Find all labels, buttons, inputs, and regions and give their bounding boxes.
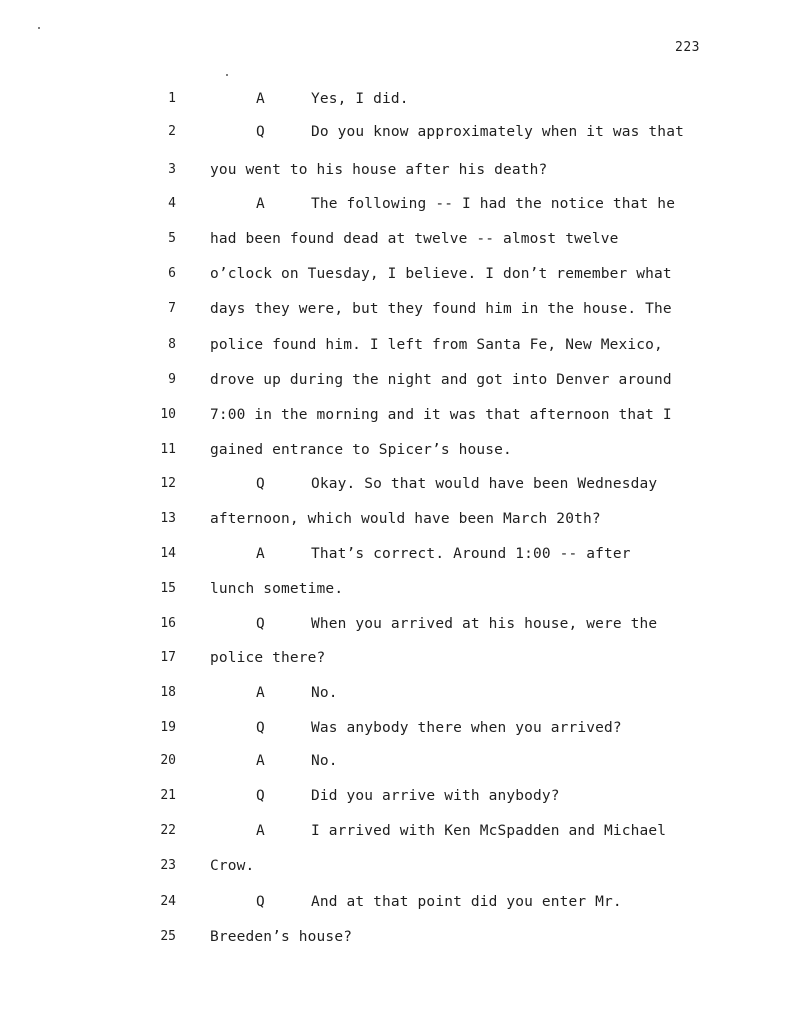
line-number: 19 bbox=[160, 720, 176, 735]
transcript-line bbox=[0, 647, 800, 669]
line-number: 3 bbox=[168, 162, 176, 177]
transcript-line bbox=[0, 298, 800, 320]
transcript-line bbox=[0, 121, 800, 143]
transcript-line bbox=[0, 926, 800, 948]
speaker-label: A bbox=[256, 753, 265, 769]
transcript-line bbox=[0, 404, 800, 426]
speaker-label: A bbox=[256, 823, 265, 839]
transcript-line bbox=[0, 820, 800, 842]
line-number: 25 bbox=[160, 929, 176, 944]
transcript-line bbox=[0, 717, 800, 739]
line-number: 5 bbox=[168, 231, 176, 246]
line-number: 21 bbox=[160, 788, 176, 803]
line-text: Was anybody there when you arrived? bbox=[311, 720, 622, 736]
speaker-label: A bbox=[256, 685, 265, 701]
speaker-label: A bbox=[256, 546, 265, 562]
line-text: No. bbox=[311, 753, 338, 769]
transcript-line bbox=[0, 750, 800, 772]
line-number: 11 bbox=[160, 442, 176, 457]
line-number: 24 bbox=[160, 894, 176, 909]
transcript-line bbox=[0, 543, 800, 565]
line-number: 12 bbox=[160, 476, 176, 491]
transcript-line bbox=[0, 193, 800, 215]
transcript-line bbox=[0, 334, 800, 356]
transcript-line bbox=[0, 578, 800, 600]
line-text: 7:00 in the morning and it was that afternoon that I bbox=[210, 407, 672, 423]
transcript-line bbox=[0, 613, 800, 635]
line-text: you went to his house after his death? bbox=[210, 162, 548, 178]
line-number: 8 bbox=[168, 337, 176, 352]
line-number: 18 bbox=[160, 685, 176, 700]
scan-speck bbox=[226, 74, 228, 76]
line-number: 7 bbox=[168, 301, 176, 316]
line-text: days they were, but they found him in the house. The bbox=[210, 301, 672, 317]
line-text: And at that point did you enter Mr. bbox=[311, 894, 622, 910]
line-number: 16 bbox=[160, 616, 176, 631]
line-text: Do you know approximately when it was that bbox=[311, 124, 684, 140]
transcript-line bbox=[0, 263, 800, 285]
line-number: 9 bbox=[168, 372, 176, 387]
line-number: 14 bbox=[160, 546, 176, 561]
line-number: 2 bbox=[168, 124, 176, 139]
transcript-line bbox=[0, 891, 800, 913]
line-number: 23 bbox=[160, 858, 176, 873]
transcript-line bbox=[0, 439, 800, 461]
transcript-line bbox=[0, 369, 800, 391]
line-text: Yes, I did. bbox=[311, 91, 409, 107]
line-text: drove up during the night and got into Denver around bbox=[210, 372, 672, 388]
line-text: That’s correct. Around 1:00 -- after bbox=[311, 546, 631, 562]
scan-speck bbox=[38, 27, 40, 29]
line-text: I arrived with Ken McSpadden and Michael bbox=[311, 823, 667, 839]
transcript-line bbox=[0, 508, 800, 530]
line-number: 13 bbox=[160, 511, 176, 526]
line-number: 20 bbox=[160, 753, 176, 768]
line-text: had been found dead at twelve -- almost twelve bbox=[210, 231, 619, 247]
transcript-line bbox=[0, 855, 800, 877]
line-number: 10 bbox=[160, 407, 176, 422]
line-text: Breeden’s house? bbox=[210, 929, 353, 945]
line-text: Okay. So that would have been Wednesday bbox=[311, 476, 658, 492]
speaker-label: A bbox=[256, 91, 265, 107]
transcript-line bbox=[0, 785, 800, 807]
line-text: Crow. bbox=[210, 858, 255, 874]
line-number: 22 bbox=[160, 823, 176, 838]
line-number: 15 bbox=[160, 581, 176, 596]
speaker-label: Q bbox=[256, 476, 265, 492]
speaker-label: Q bbox=[256, 124, 265, 140]
speaker-label: Q bbox=[256, 616, 265, 632]
transcript-line bbox=[0, 473, 800, 495]
speaker-label: Q bbox=[256, 894, 265, 910]
line-text: No. bbox=[311, 685, 338, 701]
line-number: 17 bbox=[160, 650, 176, 665]
line-text: police there? bbox=[210, 650, 326, 666]
line-text: police found him. I left from Santa Fe, New Mexico, bbox=[210, 337, 663, 353]
line-number: 4 bbox=[168, 196, 176, 211]
speaker-label: Q bbox=[256, 788, 265, 804]
line-number: 6 bbox=[168, 266, 176, 281]
line-text: afternoon, which would have been March 20th? bbox=[210, 511, 601, 527]
transcript-line bbox=[0, 88, 800, 110]
speaker-label: Q bbox=[256, 720, 265, 736]
speaker-label: A bbox=[256, 196, 265, 212]
line-text: When you arrived at his house, were the bbox=[311, 616, 658, 632]
line-text: Did you arrive with anybody? bbox=[311, 788, 560, 804]
line-text: gained entrance to Spicer’s house. bbox=[210, 442, 512, 458]
transcript-line bbox=[0, 682, 800, 704]
line-number: 1 bbox=[168, 91, 176, 106]
transcript-line bbox=[0, 159, 800, 181]
line-text: lunch sometime. bbox=[210, 581, 344, 597]
transcript-line bbox=[0, 228, 800, 250]
line-text: o’clock on Tuesday, I believe. I don’t remember what bbox=[210, 266, 672, 282]
line-text: The following -- I had the notice that he bbox=[311, 196, 676, 212]
page-number: 223 bbox=[675, 40, 700, 55]
